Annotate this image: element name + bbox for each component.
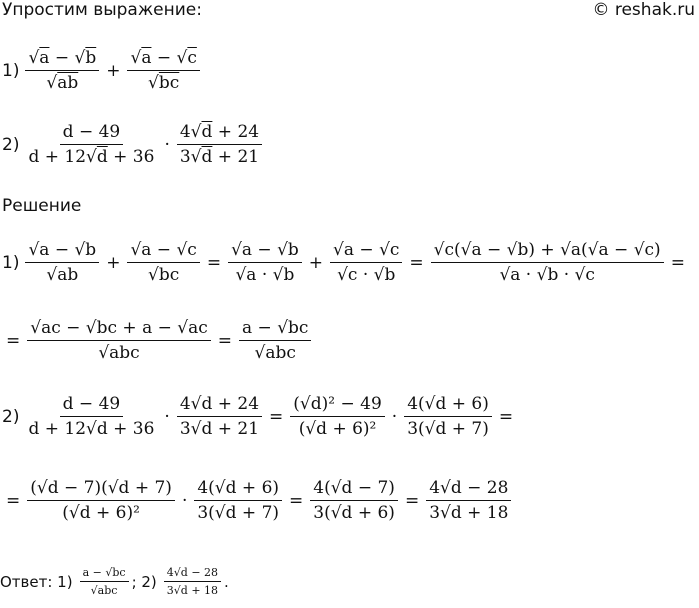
solution-1-step-2-source (2, 318, 322, 362)
solution-2-step-2: = $\frac{(√d - 7)(√d + 7)}{\text{(√d + 6)²}}$ · $\frac{4(√d + 6)}{3(√d + 7)}$ = $\frac{4(√d - 7)}{3(√d + 6)}$ = $\frac{4√d - 28}{3√d + 18}$ (2, 478, 514, 523)
solution-2-label: 2) (2, 406, 20, 427)
solution-2-step-1: 2) $\frac{d - 49}{d + 12√d + 36}$ · $\frac{4√d + 24}{3√d + 21}$ = $\frac{\text{(√d)² − 49}}{\text{(√d + 6)²}}$ · $\frac{4(√d + 6)}{3(√d + 7)}$ = (2, 394, 514, 439)
solution-1-step-1-source (2, 240, 682, 284)
answer-2-source (190, 566, 260, 600)
watermark: © reshak.ru (592, 0, 695, 20)
solution-2-step-2-source (2, 478, 542, 526)
task-2-label: 2) (2, 134, 20, 155)
task-2-source (2, 122, 262, 162)
answer: Ответ: 1) $\frac{a - √bc}{\text{√abc}}$ ; 2) $\frac{4√d - 28}{3√d + 18}$ . (0, 566, 229, 597)
page-title: Упростим выражение: (2, 0, 202, 20)
answer-end: . (224, 572, 229, 591)
solution-1-step-2: = $\frac{√ac - √bc + a - √ac}{\text{√abc}}$ = $\frac{a - √bc}{\text{√abc}}$ (2, 318, 314, 363)
task-1-expression: $\frac{√a - √b}{√ab}$ + $\frac{√a - √c}{√bc}$ (22, 48, 202, 93)
answer-prefix: Ответ: 1) (0, 572, 73, 591)
answer-1-source (110, 566, 170, 600)
task-2-expression: $\frac{d - 49}{d + 12√d + 36}$ · $\frac{4√d + 24}{3√d + 21}$ (22, 122, 265, 167)
solution-2-step-1-source (2, 394, 522, 442)
solution-1-step-1: 1) $\frac{√a - √b}{√ab}$ + $\frac{√a - √c}{√bc}$ = $\frac{√a - √b}{√a \cdot √b}$ + $\frac{√a - √c}{√c \cdot √b}$ = $\frac{√c(√a - √b) + √a(√a - √c)}{√a \cdot √b \cdot √c}$ = (2, 240, 685, 285)
task-1-label: 1) (2, 60, 20, 81)
task-1-source (2, 48, 222, 88)
answer-separator: ; 2) (131, 572, 157, 591)
solution-1-label: 1) (2, 252, 20, 273)
solution-heading: Решение (2, 196, 82, 216)
